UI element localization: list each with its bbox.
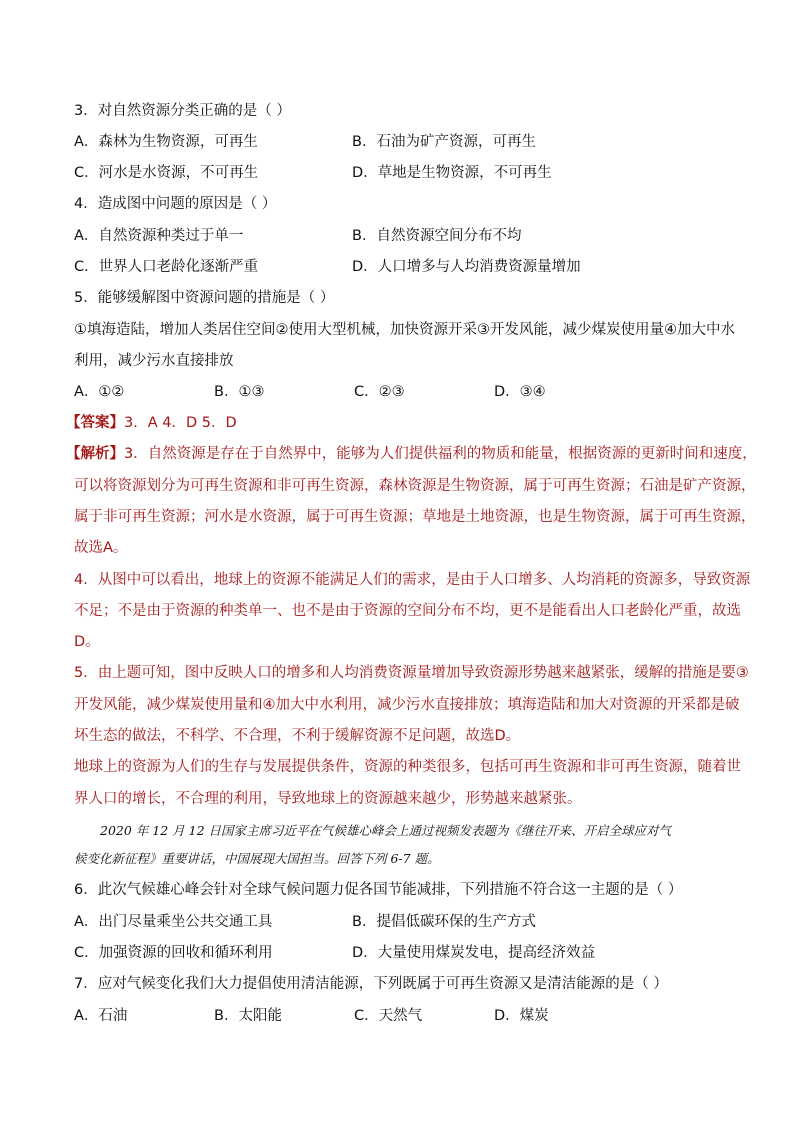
question-5-options [74, 382, 546, 402]
analysis-p2-line-3: D。 [74, 634, 100, 650]
answer-text: 3．A 4．D 5．D [124, 415, 237, 431]
question-6-stem: 6．此次气候雄心峰会针对全球气候问题力促各国节能减排，下列措施不符合这一主题的是（ ） [74, 882, 683, 898]
analysis-p1-line-3: 属于非可再生资源；河水是水资源，属于可再生资源；草地是土地资源，也是生物资源，属于可再生资源， [74, 509, 756, 525]
lead-paragraph-line-1: 2020 年 12 月 12 日国家主席习近平在气候雄心峰会上通过视频发表题为《继往开来、开启全球应对气 [100, 823, 671, 838]
question-6-option-b: B．提倡低碳环保的生产方式 [352, 914, 536, 930]
question-5-option-d: D．③④ [494, 384, 546, 400]
answer-tag: 【答案】 [66, 415, 124, 431]
question-3-option-d: D．草地是生物资源，不可再生 [352, 165, 552, 181]
question-4-stem: 4．造成图中问题的原因是（ ） [74, 196, 277, 212]
analysis-p1-text: 3．自然资源是存在于自然界中，能够为人们提供福利的物质和能量，根据资源的更新时间和速度， [124, 446, 757, 462]
question-7-stem: 7．应对气候变化我们大力提倡使用清洁能源，下列既属于可再生资源又是清洁能源的是（ ） [74, 976, 668, 992]
question-4-option-a: A．自然资源种类过于单一 [74, 228, 244, 244]
question-5-option-c: C．②③ [354, 384, 405, 400]
analysis-p2-line-1: 4．从图中可以看出，地球上的资源不能满足人们的需求，是由于人口增多、人均消耗的资源多，导致资源 [74, 572, 751, 588]
analysis-p3-line-3: 坏生态的做法，不科学、不合理，不利于缓解资源不足问题，故选D。 [74, 728, 521, 744]
question-5-stem: 5．能够缓解图中资源问题的措施是（ ） [74, 290, 335, 306]
question-5-option-b: B．①③ [214, 384, 265, 400]
answer-line [66, 413, 237, 433]
question-3-option-a: A．森林为生物资源，可再生 [74, 134, 258, 150]
question-4-option-d: D．人口增多与人均消费资源量增加 [352, 259, 581, 275]
lead-paragraph-line-2: 候变化新征程》重要讲话，中国展现大国担当。回答下列 6-7 题。 [74, 851, 440, 866]
question-7-option-a: A．石油 [74, 1008, 128, 1024]
question-3-stem: 3．对自然资源分类正确的是（ ） [74, 103, 291, 119]
question-7-options [74, 1006, 549, 1026]
analysis-p4-line-2: 界人口的增长，不合理的利用，导致地球上的资源越来越少，形势越来越紧张。 [74, 791, 582, 807]
analysis-tag: 【解析】 [66, 446, 124, 462]
question-3-option-c: C．河水是水资源，不可再生 [74, 165, 259, 181]
question-7-option-d: D．煤炭 [494, 1008, 549, 1024]
question-6-option-d: D．大量使用煤炭发电，提高经济效益 [352, 945, 596, 961]
analysis-p1-line-2: 可以将资源划分为可再生资源和非可再生资源，森林资源是生物资源，属于可再生资源；石油是矿产资源， [74, 478, 756, 494]
analysis-p4-line-1: 地球上的资源为人们的生存与发展提供条件，资源的种类很多，包括可再生资源和非可再生资源，随着世 [74, 759, 741, 775]
question-3-options-row-1 [74, 132, 258, 152]
question-4-option-b: B．自然资源空间分布不均 [352, 228, 522, 244]
question-6-option-c: C．加强资源的回收和循环利用 [74, 945, 273, 961]
analysis-p3-line-2: 开发风能，减少煤炭使用量和④加大中水利用，减少污水直接排放；填海造陆和加大对资源的开采都是破 [74, 697, 740, 713]
question-4-option-c: C．世界人口老龄化逐渐严重 [74, 259, 259, 275]
question-3-option-b: B．石油为矿产资源，可再生 [352, 134, 536, 150]
question-7-option-b: B．太阳能 [214, 1008, 282, 1024]
analysis-p1-line-1 [66, 444, 757, 464]
question-7-option-c: C．天然气 [354, 1008, 423, 1024]
question-6-option-a: A．出门尽量乘坐公共交通工具 [74, 914, 273, 930]
analysis-p2-line-2: 不足；不是由于资源的种类单一、也不是由于资源的空间分布不均，更不是能看出人口老龄化严重，故选 [74, 603, 741, 619]
question-5-statement-line-1: ①填海造陆，增加人类居住空间②使用大型机械，加快资源开采③开发风能，减少煤炭使用量④加大中水 [74, 322, 735, 338]
question-5-statement-line-2: 利用，减少污水直接排放 [74, 353, 234, 369]
analysis-p3-line-1: 5．由上题可知，图中反映人口的增多和人均消费资源量增加导致资源形势越来越紧张，缓解的措施是要③ [74, 665, 749, 681]
analysis-p1-line-4: 故选A。 [74, 540, 128, 556]
question-5-option-a: A．①② [74, 384, 125, 400]
